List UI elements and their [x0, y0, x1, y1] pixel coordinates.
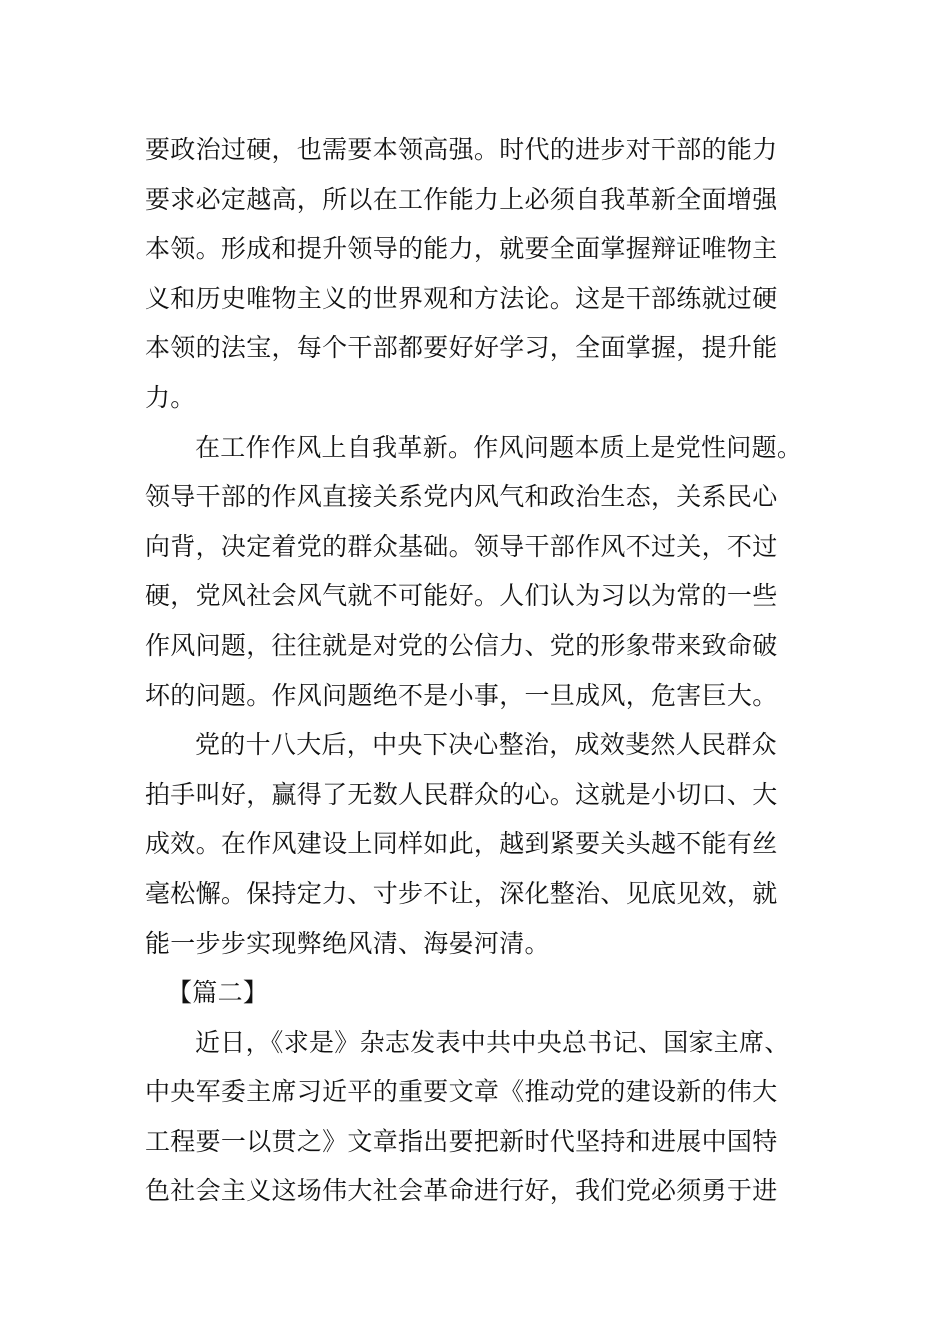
- text-line: 本领。形成和提升领导的能力，就要全面掌握辩证唯物主: [145, 234, 778, 264]
- text-line: 硬，党风社会风气就不可能好。人们认为习以为常的一些: [145, 581, 778, 611]
- text-line: 作风问题，往往就是对党的公信力、党的形象带来致命破: [145, 630, 778, 660]
- text-line: 工程要一以贯之》文章指出要把新时代坚持和进展中国特: [145, 1126, 778, 1156]
- text-line: 色社会主义这场伟大社会革命进行好，我们党必须勇于进: [145, 1176, 778, 1206]
- document-body: [145, 125, 835, 1216]
- text-line: 坏的问题。作风问题绝不是小事，一旦成风，危害巨大。: [145, 680, 778, 710]
- text-line: 中央军委主席习近平的重要文章《推动党的建设新的伟大: [145, 1077, 778, 1107]
- text-line: 能一步步实现弊绝风清、海晏河清。: [145, 928, 550, 958]
- text-line: 义和历史唯物主义的世界观和方法论。这是干部练就过硬: [145, 283, 778, 313]
- text-line: 成效。在作风建设上同样如此，越到紧要关头越不能有丝: [145, 829, 778, 859]
- text-line: 拍手叫好，赢得了无数人民群众的心。这就是小切口、大: [145, 779, 778, 809]
- text-line: 本领的法宝，每个干部都要好好学习，全面掌握，提升能: [145, 333, 778, 363]
- text-line: 在工作作风上自我革新。作风问题本质上是党性问题。: [195, 432, 803, 462]
- section-heading: 【篇二】: [167, 978, 269, 1008]
- text-line: 毫松懈。保持定力、寸步不让，深化整治、见底见效，就: [145, 878, 778, 908]
- text-line: 近日，《求是》杂志发表中共中央总书记、国家主席、: [195, 1027, 790, 1057]
- text-line: 要求必定越高，所以在工作能力上必须自我革新全面增强: [145, 184, 778, 214]
- text-line: 党的十八大后，中央下决心整治，成效斐然人民群众: [195, 730, 777, 760]
- text-line: 领导干部的作风直接关系党内风气和政治生态，关系民心: [145, 482, 778, 512]
- text-line: 要政治过硬，也需要本领高强。时代的进步对干部的能力: [145, 135, 778, 164]
- text-line: 力。: [145, 382, 196, 412]
- text-line: 向背，决定着党的群众基础。领导干部作风不过关，不过: [145, 531, 778, 561]
